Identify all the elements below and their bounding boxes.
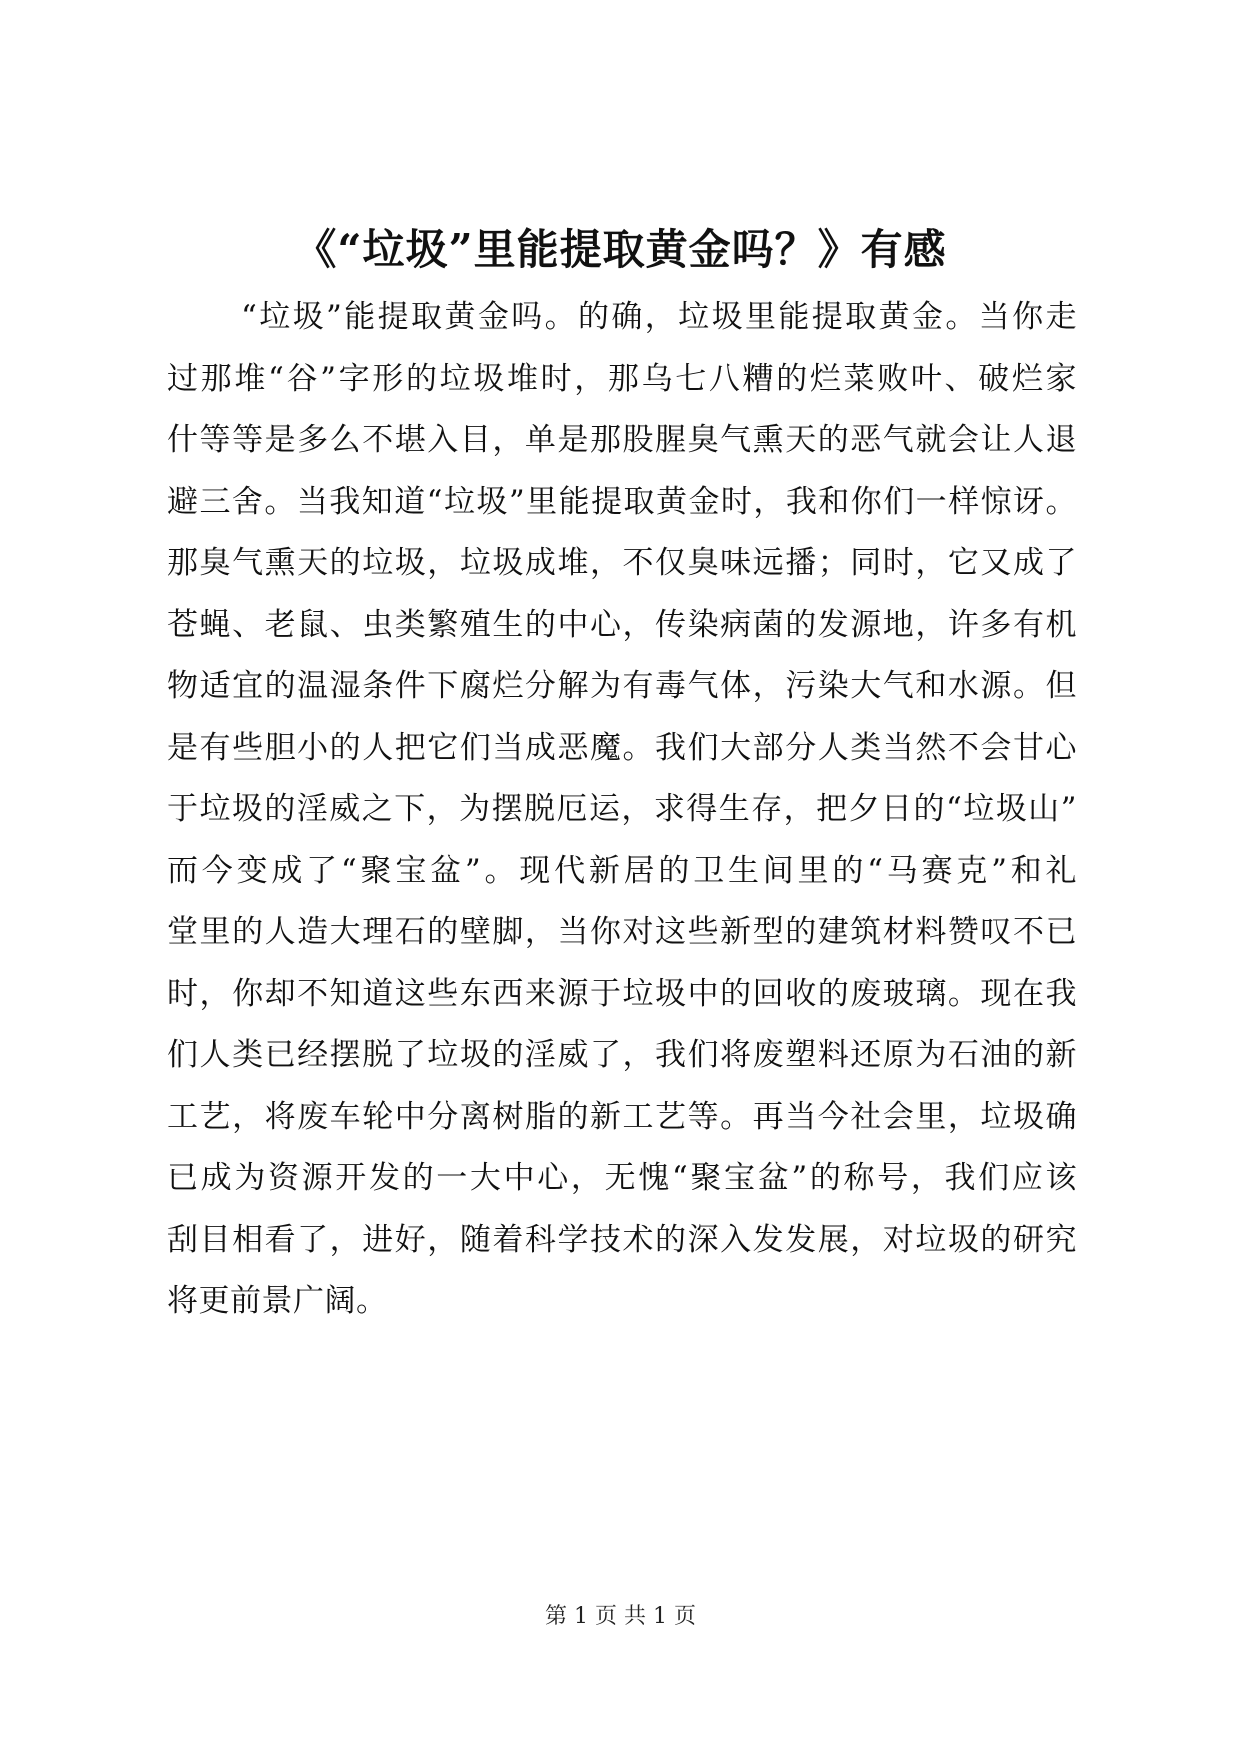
paragraph-line: 苍蝇、老鼠、虫类繁殖生的中心，传染病菌的发源地，许多有机: [167, 606, 1077, 643]
paragraph-line: 那臭气熏天的垃圾，垃圾成堆，不仅臭味远播；同时，它又成了: [167, 545, 1077, 581]
paragraph-line: 什等等是多么不堪入目，单是那股腥臭气熏天的恶气就会让人退: [167, 422, 1077, 458]
page-footer: 第 1 页 共 1 页: [545, 1604, 696, 1629]
paragraph-line: 而今变成了“聚宝盆”。现代新居的卫生间里的“马赛克”和礼: [167, 852, 1077, 889]
paragraph-line: 是有些胆小的人把它们当成恶魔。我们大部分人类当然不会甘心: [167, 729, 1077, 766]
paragraph-line: 将更前景广阔。: [167, 1283, 388, 1319]
paragraph-line: 堂里的人造大理石的壁脚，当你对这些新型的建筑材料赞叹不已: [167, 914, 1077, 950]
paragraph-line: 避三舍。当我知道“垃圾”里能提取黄金时，我和你们一样惊讶。: [167, 483, 1077, 520]
document-title: 《“垃圾”里能提取黄金吗？》有感: [294, 225, 947, 274]
paragraph-line: “垃圾”能提取黄金吗。的确，垃圾里能提取黄金。当你走: [241, 299, 1077, 335]
body-paragraph: [167, 287, 1077, 1333]
paragraph-line: 时，你却不知道这些东西来源于垃圾中的回收的废玻璃。现在我: [167, 975, 1077, 1012]
paragraph-line: 物适宜的温湿条件下腐烂分解为有毒气体，污染大气和水源。但: [167, 668, 1077, 704]
paragraph-line: 刮目相看了，进好，随着科学技术的深入发发展，对垃圾的研究: [167, 1221, 1077, 1258]
paragraph-line: 们人类已经摆脱了垃圾的淫威了，我们将废塑料还原为石油的新: [167, 1037, 1077, 1073]
paragraph-line: 已成为资源开发的一大中心，无愧“聚宝盆”的称号，我们应该: [167, 1160, 1077, 1196]
paragraph-line: 于垃圾的淫威之下，为摆脱厄运，求得生存，把夕日的“垃圾山”: [167, 791, 1077, 827]
paragraph-line: 过那堆“谷”字形的垃圾堆时，那乌七八糟的烂菜败叶、破烂家: [167, 360, 1077, 397]
paragraph-line: 工艺，将废车轮中分离树脂的新工艺等。再当今社会里，垃圾确: [167, 1098, 1077, 1135]
